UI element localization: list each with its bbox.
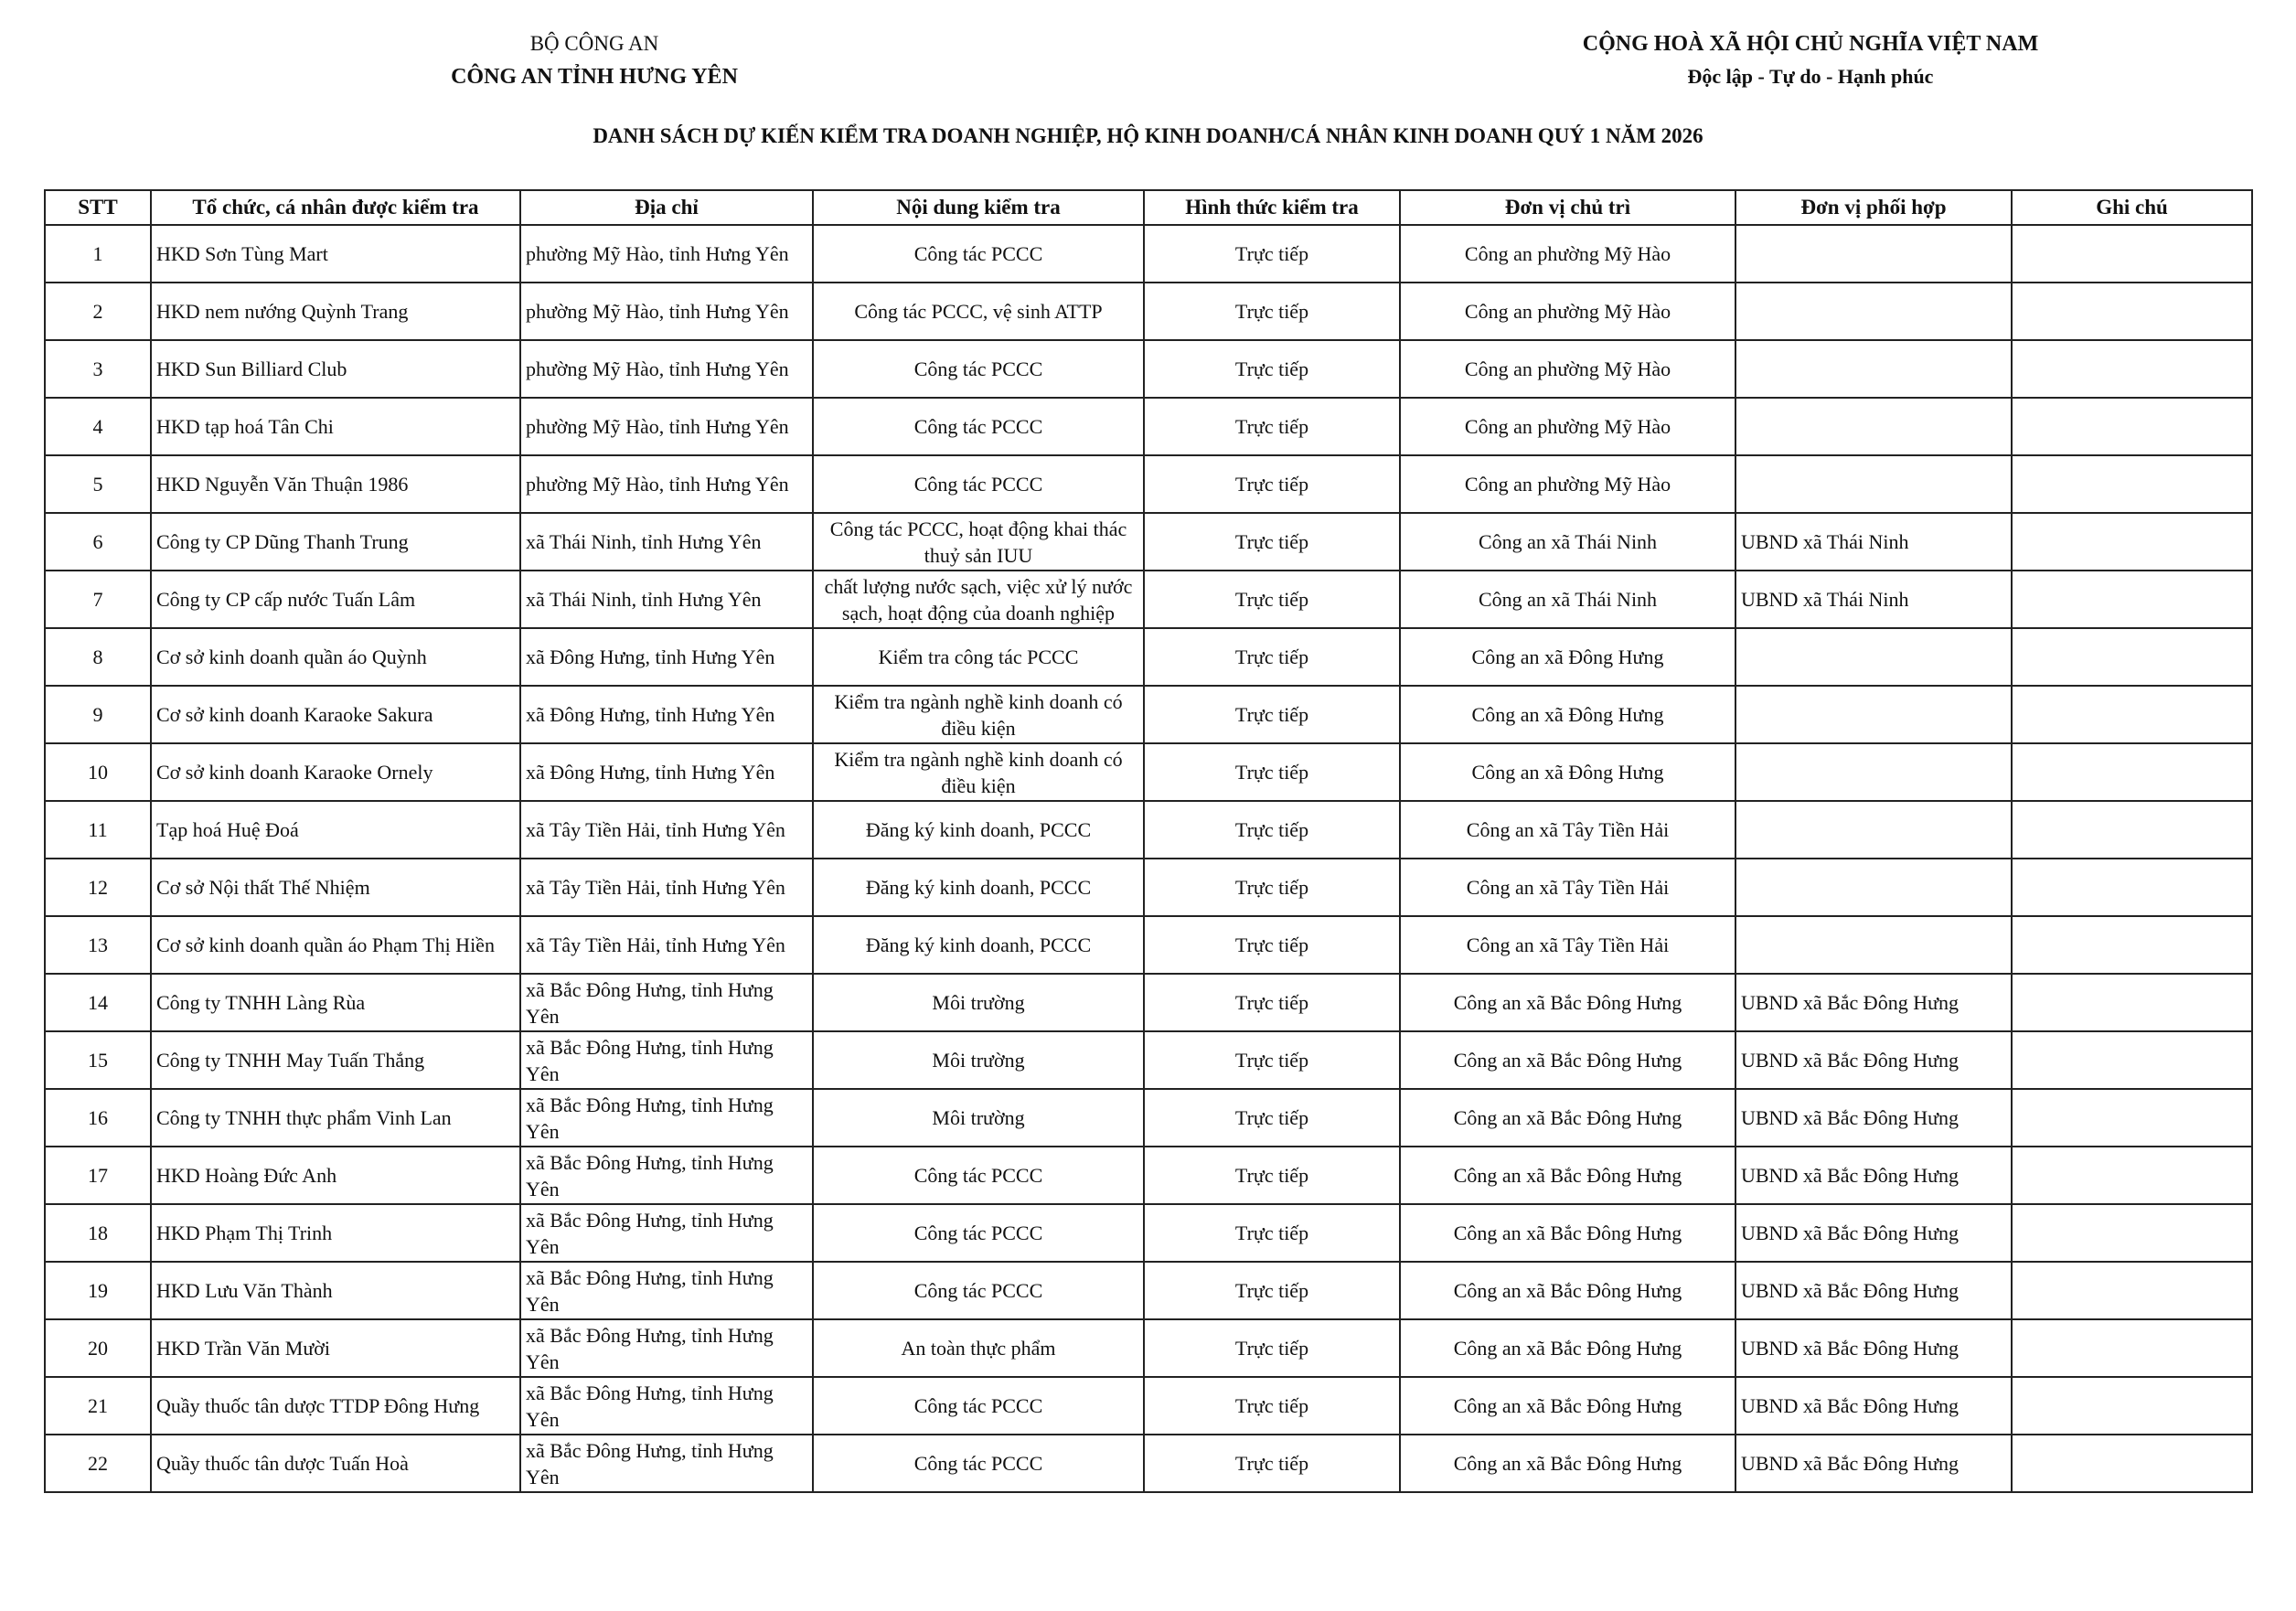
cell-coop-unit: UBND xã Bắc Đông Hưng [1735, 1377, 2012, 1435]
cell-lead-unit: Công an xã Tây Tiền Hải [1400, 916, 1735, 974]
cell-lead-unit: Công an xã Bắc Đông Hưng [1400, 1147, 1735, 1204]
cell-lead-unit: Công an phường Mỹ Hào [1400, 283, 1735, 340]
table-row [45, 859, 2252, 916]
cell-address: xã Đông Hưng, tỉnh Hưng Yên [520, 743, 813, 801]
cell-content: Công tác PCCC [813, 225, 1144, 283]
cell-lead-unit: Công an xã Bắc Đông Hưng [1400, 1377, 1735, 1435]
cell-lead-unit: Công an xã Bắc Đông Hưng [1400, 1262, 1735, 1319]
cell-address: xã Tây Tiền Hải, tỉnh Hưng Yên [520, 916, 813, 974]
cell-stt: 7 [45, 571, 151, 628]
cell-content: Kiểm tra ngành nghề kinh doanh có điều kiện [813, 686, 1144, 743]
cell-content: Đăng ký kinh doanh, PCCC [813, 859, 1144, 916]
table-row [45, 1204, 2252, 1262]
cell-coop-unit: UBND xã Bắc Đông Hưng [1735, 1435, 2012, 1492]
cell-note [2012, 1262, 2252, 1319]
cell-entity: HKD Nguyễn Văn Thuận 1986 [151, 455, 520, 513]
header-lead-unit: Đơn vị chủ trì [1400, 190, 1735, 225]
header-content: Nội dung kiểm tra [813, 190, 1144, 225]
cell-note [2012, 283, 2252, 340]
cell-note [2012, 686, 2252, 743]
cell-coop-unit: UBND xã Thái Ninh [1735, 571, 2012, 628]
cell-lead-unit: Công an xã Thái Ninh [1400, 513, 1735, 571]
cell-form: Trực tiếp [1144, 1435, 1400, 1492]
cell-stt: 9 [45, 686, 151, 743]
cell-form: Trực tiếp [1144, 1319, 1400, 1377]
cell-form: Trực tiếp [1144, 398, 1400, 455]
cell-coop-unit: UBND xã Bắc Đông Hưng [1735, 974, 2012, 1031]
cell-address: xã Đông Hưng, tỉnh Hưng Yên [520, 628, 813, 686]
cell-form: Trực tiếp [1144, 1262, 1400, 1319]
cell-content: Công tác PCCC [813, 1435, 1144, 1492]
table-row [45, 686, 2252, 743]
cell-note [2012, 225, 2252, 283]
cell-lead-unit: Công an phường Mỹ Hào [1400, 455, 1735, 513]
table-row [45, 225, 2252, 283]
cell-coop-unit [1735, 801, 2012, 859]
cell-note [2012, 1147, 2252, 1204]
cell-coop-unit: UBND xã Bắc Đông Hưng [1735, 1319, 2012, 1377]
cell-stt: 18 [45, 1204, 151, 1262]
cell-coop-unit [1735, 628, 2012, 686]
cell-content: Công tác PCCC, vệ sinh ATTP [813, 283, 1144, 340]
cell-address: phường Mỹ Hào, tỉnh Hưng Yên [520, 225, 813, 283]
inspection-table [44, 189, 2253, 1493]
cell-coop-unit [1735, 225, 2012, 283]
cell-stt: 11 [45, 801, 151, 859]
cell-coop-unit [1735, 398, 2012, 455]
table-row [45, 743, 2252, 801]
table-row [45, 974, 2252, 1031]
cell-stt: 6 [45, 513, 151, 571]
cell-coop-unit: UBND xã Bắc Đông Hưng [1735, 1147, 2012, 1204]
cell-stt: 1 [45, 225, 151, 283]
cell-coop-unit [1735, 859, 2012, 916]
ministry-name: BỘ CÔNG AN [529, 32, 659, 55]
cell-content: Công tác PCCC [813, 1262, 1144, 1319]
cell-entity: Cơ sở kinh doanh Karaoke Ornely [151, 743, 520, 801]
cell-content: Công tác PCCC [813, 455, 1144, 513]
cell-entity: Công ty TNHH May Tuấn Thắng [151, 1031, 520, 1089]
cell-entity: HKD nem nướng Quỳnh Trang [151, 283, 520, 340]
cell-stt: 4 [45, 398, 151, 455]
cell-address: phường Mỹ Hào, tỉnh Hưng Yên [520, 398, 813, 455]
cell-address: xã Bắc Đông Hưng, tỉnh Hưng Yên [520, 1204, 813, 1262]
cell-address: xã Tây Tiền Hải, tỉnh Hưng Yên [520, 859, 813, 916]
cell-entity: HKD tạp hoá Tân Chi [151, 398, 520, 455]
cell-note [2012, 455, 2252, 513]
cell-note [2012, 859, 2252, 916]
cell-form: Trực tiếp [1144, 571, 1400, 628]
cell-form: Trực tiếp [1144, 283, 1400, 340]
cell-form: Trực tiếp [1144, 974, 1400, 1031]
cell-coop-unit: UBND xã Thái Ninh [1735, 513, 2012, 571]
cell-coop-unit [1735, 686, 2012, 743]
cell-lead-unit: Công an xã Đông Hưng [1400, 743, 1735, 801]
table-row [45, 1435, 2252, 1492]
cell-coop-unit: UBND xã Bắc Đông Hưng [1735, 1204, 2012, 1262]
cell-entity: HKD Sun Billiard Club [151, 340, 520, 398]
cell-form: Trực tiếp [1144, 859, 1400, 916]
cell-note [2012, 1319, 2252, 1377]
table-row [45, 916, 2252, 974]
table-row [45, 1147, 2252, 1204]
cell-note [2012, 974, 2252, 1031]
cell-form: Trực tiếp [1144, 340, 1400, 398]
cell-note [2012, 1031, 2252, 1089]
cell-note [2012, 1204, 2252, 1262]
header-stt: STT [45, 190, 151, 225]
cell-form: Trực tiếp [1144, 1089, 1400, 1147]
header-form: Hình thức kiểm tra [1144, 190, 1400, 225]
cell-content: Kiểm tra công tác PCCC [813, 628, 1144, 686]
table-row [45, 398, 2252, 455]
cell-lead-unit: Công an phường Mỹ Hào [1400, 225, 1735, 283]
cell-form: Trực tiếp [1144, 455, 1400, 513]
cell-entity: HKD Trần Văn Mười [151, 1319, 520, 1377]
cell-address: phường Mỹ Hào, tỉnh Hưng Yên [520, 455, 813, 513]
cell-content: Môi trường [813, 1089, 1144, 1147]
cell-form: Trực tiếp [1144, 1377, 1400, 1435]
cell-lead-unit: Công an xã Bắc Đông Hưng [1400, 1031, 1735, 1089]
cell-lead-unit: Công an xã Bắc Đông Hưng [1400, 1204, 1735, 1262]
cell-content: Kiểm tra ngành nghề kinh doanh có điều kiện [813, 743, 1144, 801]
cell-entity: HKD Sơn Tùng Mart [151, 225, 520, 283]
cell-form: Trực tiếp [1144, 801, 1400, 859]
header-address: Địa chỉ [520, 190, 813, 225]
cell-note [2012, 1435, 2252, 1492]
cell-content: Công tác PCCC [813, 1377, 1144, 1435]
cell-content: Công tác PCCC [813, 340, 1144, 398]
cell-entity: HKD Hoàng Đức Anh [151, 1147, 520, 1204]
country-name: CỘNG HOÀ XÃ HỘI CHỦ NGHĨA VIỆT NAM [1582, 32, 2039, 56]
cell-content: Môi trường [813, 974, 1144, 1031]
cell-note [2012, 916, 2252, 974]
table-row [45, 283, 2252, 340]
cell-stt: 22 [45, 1435, 151, 1492]
cell-lead-unit: Công an xã Đông Hưng [1400, 686, 1735, 743]
cell-stt: 20 [45, 1319, 151, 1377]
cell-address: xã Bắc Đông Hưng, tỉnh Hưng Yên [520, 1089, 813, 1147]
cell-coop-unit: UBND xã Bắc Đông Hưng [1735, 1089, 2012, 1147]
cell-stt: 10 [45, 743, 151, 801]
header-entity: Tổ chức, cá nhân được kiểm tra [151, 190, 520, 225]
table-row [45, 628, 2252, 686]
cell-stt: 12 [45, 859, 151, 916]
cell-lead-unit: Công an xã Bắc Đông Hưng [1400, 1089, 1735, 1147]
cell-content: Công tác PCCC [813, 1147, 1144, 1204]
cell-note [2012, 513, 2252, 571]
cell-entity: Công ty CP Dũng Thanh Trung [151, 513, 520, 571]
cell-address: xã Tây Tiền Hải, tỉnh Hưng Yên [520, 801, 813, 859]
cell-entity: Công ty TNHH Làng Rùa [151, 974, 520, 1031]
cell-stt: 13 [45, 916, 151, 974]
cell-content: chất lượng nước sạch, việc xử lý nước sạch, hoạt động của doanh nghiệp [813, 571, 1144, 628]
table-row [45, 513, 2252, 571]
cell-address: xã Thái Ninh, tỉnh Hưng Yên [520, 513, 813, 571]
cell-lead-unit: Công an xã Bắc Đông Hưng [1400, 1319, 1735, 1377]
cell-lead-unit: Công an phường Mỹ Hào [1400, 340, 1735, 398]
cell-form: Trực tiếp [1144, 1147, 1400, 1204]
cell-stt: 21 [45, 1377, 151, 1435]
cell-entity: Tạp hoá Huệ Đoá [151, 801, 520, 859]
cell-entity: Quầy thuốc tân dược TTDP Đông Hưng [151, 1377, 520, 1435]
cell-content: Công tác PCCC, hoạt động khai thác thuỷ sản IUU [813, 513, 1144, 571]
cell-entity: HKD Lưu Văn Thành [151, 1262, 520, 1319]
header-note: Ghi chú [2012, 190, 2252, 225]
cell-entity: Quầy thuốc tân dược Tuấn Hoà [151, 1435, 520, 1492]
cell-address: phường Mỹ Hào, tỉnh Hưng Yên [520, 283, 813, 340]
cell-content: Đăng ký kinh doanh, PCCC [813, 916, 1144, 974]
cell-stt: 16 [45, 1089, 151, 1147]
cell-content: Đăng ký kinh doanh, PCCC [813, 801, 1144, 859]
cell-lead-unit: Công an xã Tây Tiền Hải [1400, 801, 1735, 859]
cell-coop-unit [1735, 455, 2012, 513]
motto: Độc lập - Tự do - Hạnh phúc [1687, 65, 1934, 88]
cell-address: xã Bắc Đông Hưng, tỉnh Hưng Yên [520, 1435, 813, 1492]
cell-form: Trực tiếp [1144, 1031, 1400, 1089]
table-row [45, 1319, 2252, 1377]
cell-note [2012, 340, 2252, 398]
cell-entity: Công ty TNHH thực phẩm Vinh Lan [151, 1089, 520, 1147]
cell-lead-unit: Công an phường Mỹ Hào [1400, 398, 1735, 455]
table-row [45, 801, 2252, 859]
cell-address: xã Bắc Đông Hưng, tỉnh Hưng Yên [520, 974, 813, 1031]
cell-form: Trực tiếp [1144, 686, 1400, 743]
cell-content: An toàn thực phẩm [813, 1319, 1144, 1377]
table-row [45, 1377, 2252, 1435]
cell-note [2012, 743, 2252, 801]
cell-content: Môi trường [813, 1031, 1144, 1089]
cell-note [2012, 801, 2252, 859]
cell-form: Trực tiếp [1144, 513, 1400, 571]
cell-lead-unit: Công an xã Đông Hưng [1400, 628, 1735, 686]
cell-address: xã Bắc Đông Hưng, tỉnh Hưng Yên [520, 1262, 813, 1319]
cell-entity: HKD Phạm Thị Trinh [151, 1204, 520, 1262]
cell-address: phường Mỹ Hào, tỉnh Hưng Yên [520, 340, 813, 398]
table-row [45, 340, 2252, 398]
cell-note [2012, 1377, 2252, 1435]
cell-note [2012, 1089, 2252, 1147]
cell-content: Công tác PCCC [813, 1204, 1144, 1262]
cell-form: Trực tiếp [1144, 628, 1400, 686]
cell-lead-unit: Công an xã Bắc Đông Hưng [1400, 1435, 1735, 1492]
cell-lead-unit: Công an xã Thái Ninh [1400, 571, 1735, 628]
cell-stt: 8 [45, 628, 151, 686]
cell-stt: 17 [45, 1147, 151, 1204]
cell-content: Công tác PCCC [813, 398, 1144, 455]
cell-address: xã Bắc Đông Hưng, tỉnh Hưng Yên [520, 1147, 813, 1204]
cell-entity: Công ty CP cấp nước Tuấn Lâm [151, 571, 520, 628]
cell-address: xã Bắc Đông Hưng, tỉnh Hưng Yên [520, 1319, 813, 1377]
agency-name: CÔNG AN TỈNH HƯNG YÊN [451, 65, 738, 89]
table-row [45, 571, 2252, 628]
table-row [45, 1031, 2252, 1089]
header-coop-unit: Đơn vị phối hợp [1735, 190, 2012, 225]
cell-coop-unit: UBND xã Bắc Đông Hưng [1735, 1262, 2012, 1319]
table-header-row [45, 190, 2252, 225]
cell-entity: Cơ sở kinh doanh Karaoke Sakura [151, 686, 520, 743]
table-row [45, 455, 2252, 513]
cell-coop-unit [1735, 340, 2012, 398]
cell-address: xã Bắc Đông Hưng, tỉnh Hưng Yên [520, 1031, 813, 1089]
cell-coop-unit [1735, 743, 2012, 801]
cell-lead-unit: Công an xã Tây Tiền Hải [1400, 859, 1735, 916]
cell-lead-unit: Công an xã Bắc Đông Hưng [1400, 974, 1735, 1031]
cell-form: Trực tiếp [1144, 916, 1400, 974]
document-title: DANH SÁCH DỰ KIẾN KIỂM TRA DOANH NGHIỆP, HỘ KINH DOANH/CÁ NHÂN KINH DOANH QUÝ 1 NĂM 2026 [593, 124, 1703, 147]
cell-stt: 14 [45, 974, 151, 1031]
table-row [45, 1262, 2252, 1319]
table-row [45, 1089, 2252, 1147]
cell-entity: Cơ sở kinh doanh quần áo Quỳnh [151, 628, 520, 686]
cell-stt: 3 [45, 340, 151, 398]
cell-note [2012, 398, 2252, 455]
cell-form: Trực tiếp [1144, 743, 1400, 801]
cell-note [2012, 571, 2252, 628]
cell-entity: Cơ sở kinh doanh quần áo Phạm Thị Hiền [151, 916, 520, 974]
cell-coop-unit [1735, 283, 2012, 340]
cell-stt: 19 [45, 1262, 151, 1319]
cell-entity: Cơ sở Nội thất Thế Nhiệm [151, 859, 520, 916]
cell-coop-unit [1735, 916, 2012, 974]
cell-stt: 15 [45, 1031, 151, 1089]
cell-note [2012, 628, 2252, 686]
issuing-agency [347, 27, 841, 93]
cell-form: Trực tiếp [1144, 1204, 1400, 1262]
cell-address: xã Bắc Đông Hưng, tỉnh Hưng Yên [520, 1377, 813, 1435]
cell-coop-unit: UBND xã Bắc Đông Hưng [1735, 1031, 2012, 1089]
national-motto [1408, 27, 2213, 93]
cell-stt: 5 [45, 455, 151, 513]
cell-stt: 2 [45, 283, 151, 340]
cell-address: xã Thái Ninh, tỉnh Hưng Yên [520, 571, 813, 628]
cell-form: Trực tiếp [1144, 225, 1400, 283]
cell-address: xã Đông Hưng, tỉnh Hưng Yên [520, 686, 813, 743]
